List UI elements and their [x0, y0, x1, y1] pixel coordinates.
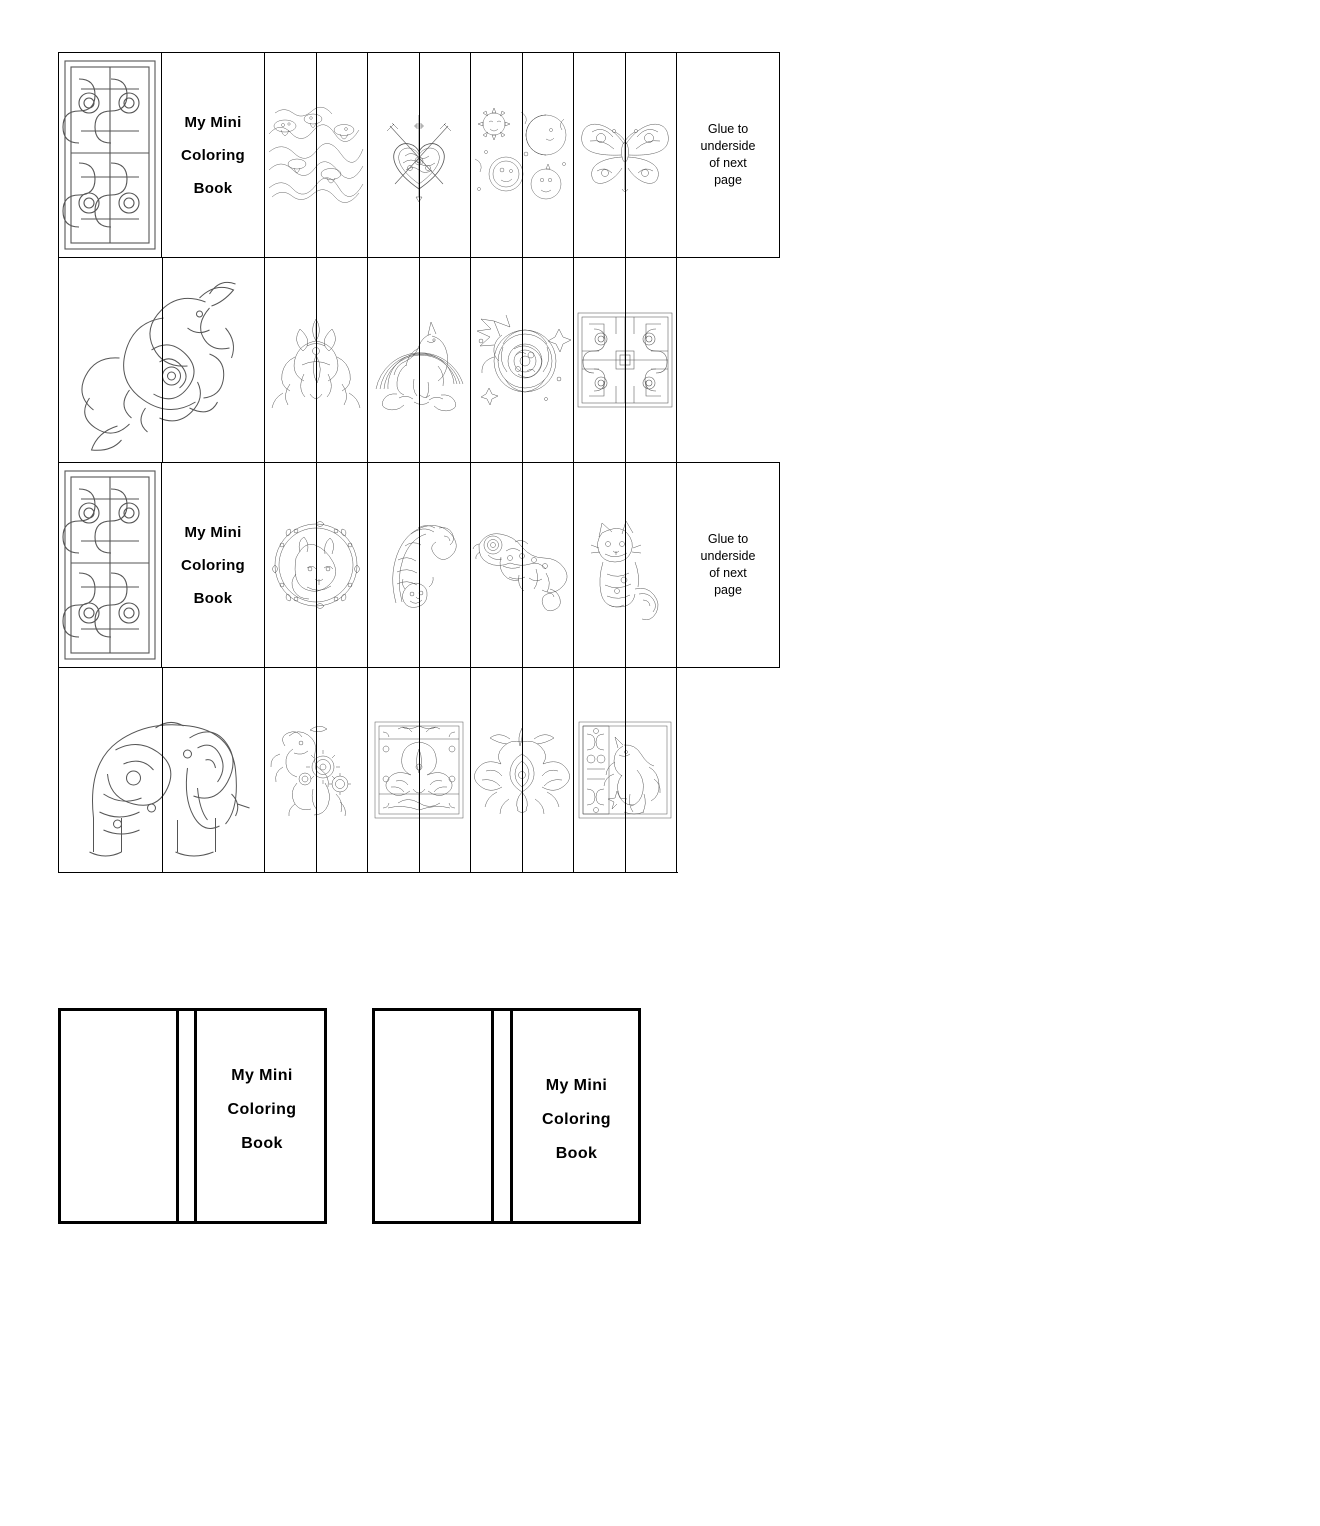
fold-line — [162, 258, 163, 462]
glue-note-line-1: Glue to — [707, 532, 749, 546]
steampunk-horse-art-cell — [265, 668, 368, 873]
fold-line — [522, 258, 523, 462]
fold-line — [625, 668, 626, 872]
fold-line — [522, 53, 523, 257]
fold-line — [419, 53, 420, 257]
cover-title-line-1: My Mini — [184, 113, 242, 131]
glue-note-line-2: underside — [700, 139, 756, 153]
fox-wreath-art-cell — [265, 463, 368, 668]
booklet-title-line-1: My Mini — [545, 1077, 608, 1094]
fold-line — [522, 463, 523, 667]
cover-title-line-3: Book — [193, 589, 233, 607]
empty-cell — [677, 258, 780, 463]
fold-line — [625, 258, 626, 462]
dragon-art-cell — [59, 258, 265, 463]
fold-line — [419, 258, 420, 462]
cat-art-cell — [574, 463, 677, 668]
sun-and-moon-faces-art-cell — [471, 53, 574, 258]
fold-line — [316, 258, 317, 462]
fold-line — [316, 463, 317, 667]
glue-note-line-1: Glue to — [707, 122, 749, 136]
butterfly-art-cell — [574, 53, 677, 258]
maze-swirl-pattern-art — [59, 53, 161, 257]
fold-line — [419, 668, 420, 872]
booklet-spine — [176, 1011, 197, 1221]
maze-swirl-pattern-cell — [59, 53, 162, 258]
celestial-sun-moon-mandala-art-cell — [471, 258, 574, 463]
cover-title-line-3: Book — [193, 179, 233, 197]
booklet-title-2 — [519, 1069, 634, 1171]
maze-swirl-pattern-wide-cell — [574, 258, 677, 463]
glue-note-line-4: page — [714, 583, 742, 597]
mushroom-forest-art-cell — [265, 53, 368, 258]
maze-swirl-pattern-cell-2 — [59, 463, 162, 668]
elephant-art-cell — [59, 668, 265, 873]
printable-sheet — [58, 52, 1282, 873]
cover-title-line-1: My Mini — [184, 523, 242, 541]
cover-title-cell-2 — [162, 463, 265, 668]
tiger-swirl-art-cell — [368, 463, 471, 668]
maze-swirl-pattern-art-2 — [59, 463, 161, 667]
fold-line — [316, 53, 317, 257]
booklet-preview-2 — [372, 1008, 641, 1224]
booklet-title-line-2: Coloring — [227, 1101, 297, 1118]
fold-line — [625, 463, 626, 667]
empty-cell — [677, 668, 780, 873]
glue-note-cell-1 — [677, 53, 780, 258]
pegasus-panel-art-cell — [368, 668, 471, 873]
fold-line — [316, 668, 317, 872]
fold-line — [625, 53, 626, 257]
glue-note-line-2: underside — [700, 549, 756, 563]
sheet-row-3 — [59, 463, 780, 668]
booklet-title-line-3: Book — [241, 1135, 283, 1152]
booklet-spine — [491, 1011, 513, 1221]
cover-title-cell-1 — [162, 53, 265, 258]
sheet-row-4 — [59, 668, 780, 873]
booklet-title-1 — [204, 1059, 320, 1161]
heart-with-swords-art-cell — [368, 53, 471, 258]
booklet-title-line-1: My Mini — [231, 1067, 293, 1084]
glue-note-line-3: of next — [709, 156, 747, 170]
sheet-row-1 — [59, 53, 780, 258]
glue-note-line-4: page — [714, 173, 742, 187]
cover-title-line-2: Coloring — [180, 146, 246, 164]
glue-note-cell-2 — [677, 463, 780, 668]
glue-note-line-3: of next — [709, 566, 747, 580]
booklet-title-line-3: Book — [555, 1145, 598, 1162]
sheet-row-2 — [59, 258, 780, 463]
fold-line — [419, 463, 420, 667]
unicorn-rainbow-art-cell — [368, 258, 471, 463]
chameleon-art-cell — [471, 463, 574, 668]
booklet-preview-1 — [58, 1008, 327, 1224]
sheet-grid — [58, 52, 780, 873]
winged-heart-flourish-art-cell — [471, 668, 574, 873]
fold-line — [162, 668, 163, 872]
booklet-title-line-2: Coloring — [542, 1111, 611, 1128]
unicorn-panel-art-cell — [574, 668, 677, 873]
cover-title-line-2: Coloring — [180, 556, 246, 574]
fold-line — [522, 668, 523, 872]
ornate-feather-flourish-art-cell — [265, 258, 368, 463]
